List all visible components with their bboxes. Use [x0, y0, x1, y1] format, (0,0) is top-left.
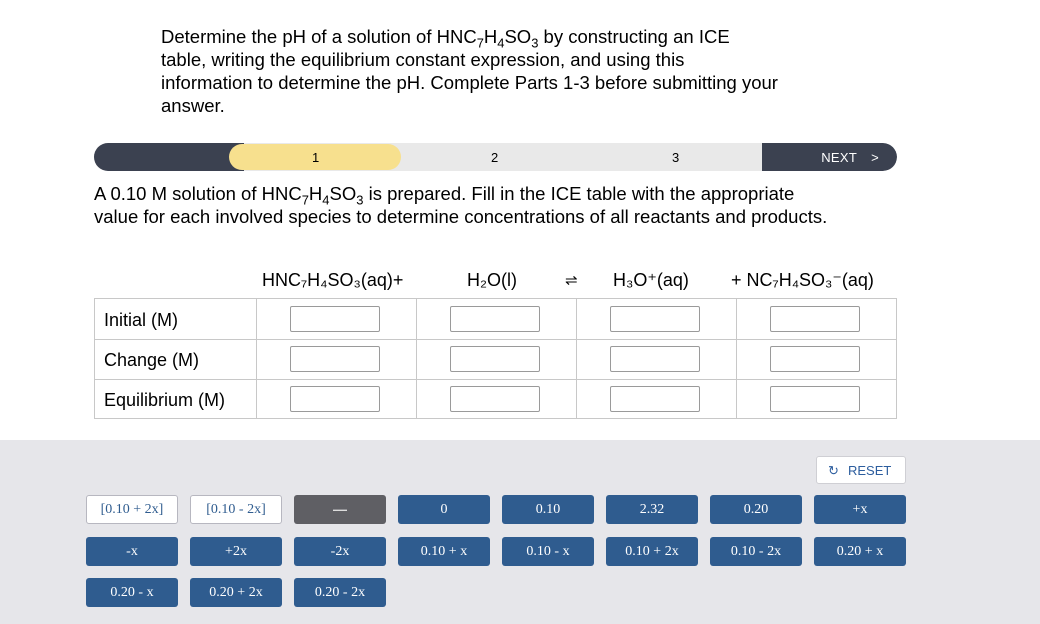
- instructions-line-2: table, writing the equilibrium constant expression, and using this: [161, 49, 685, 70]
- species-water: H₂O(l): [467, 270, 517, 290]
- species-conjugate-base: + NC₇H₄SO₃⁻(aq): [731, 270, 874, 290]
- drop-cell-initial-hydronium[interactable]: [610, 306, 700, 332]
- species-hnc7h4so3: HNC₇H₄SO₃(aq)+: [262, 270, 404, 290]
- drop-cell-change-acid[interactable]: [290, 346, 380, 372]
- row-label-initial: Initial (M): [104, 310, 179, 330]
- answer-tile[interactable]: 0.10: [502, 495, 594, 524]
- instructions-line-3: information to determine the pH. Complete Parts 1-3 before submitting your: [161, 72, 778, 93]
- answer-tile[interactable]: 0.10 - x: [502, 537, 594, 566]
- answer-tile[interactable]: -2x: [294, 537, 386, 566]
- ice-table: [94, 298, 897, 419]
- question-line-1: A 0.10 M solution of $HNC_7H_4SO_3$ is prepared. Fill in the ICE table with the appropriate: [94, 183, 795, 208]
- answer-tile[interactable]: [0.10 + 2x]: [86, 495, 178, 524]
- reset-label: RESET: [848, 463, 892, 478]
- answer-tile[interactable]: 0.20 - x: [86, 578, 178, 607]
- progress-left-cap: [94, 143, 244, 171]
- step-2-label[interactable]: 2: [491, 150, 499, 165]
- step-1-label[interactable]: 1: [312, 150, 320, 165]
- answer-tile[interactable]: 0.10 - 2x: [710, 537, 802, 566]
- chevron-right-icon: >: [871, 150, 879, 165]
- answer-tile[interactable]: 0.10 + 2x: [606, 537, 698, 566]
- answer-tile[interactable]: 0.10 + x: [398, 537, 490, 566]
- drop-cell-equilibrium-acid[interactable]: [290, 386, 380, 412]
- question-text: [94, 182, 914, 228]
- drop-cell-initial-acid[interactable]: [290, 306, 380, 332]
- drop-cell-equilibrium-hydronium[interactable]: [610, 386, 700, 412]
- question-line-2: value for each involved species to determine concentrations of all reactants and products.: [94, 206, 828, 227]
- answer-tile[interactable]: 2.32: [606, 495, 698, 524]
- answer-tile[interactable]: +2x: [190, 537, 282, 566]
- next-label: NEXT: [821, 150, 858, 165]
- answer-tile-used[interactable]: —: [294, 495, 386, 524]
- drop-cell-change-hydronium[interactable]: [610, 346, 700, 372]
- step-progress-bar: [94, 143, 897, 171]
- row-label-equilibrium: Equilibrium (M): [104, 390, 226, 410]
- instructions: [161, 25, 861, 117]
- reset-button[interactable]: [816, 456, 906, 484]
- answer-tile[interactable]: 0.20: [710, 495, 802, 524]
- instructions-line-1: Determine the pH of a solution of $HNC_7H_4SO_3$ by constructing an ICE: [161, 26, 730, 51]
- answer-tile[interactable]: 0.20 + x: [814, 537, 906, 566]
- row-label-change: Change (M): [104, 350, 200, 370]
- answer-tile[interactable]: 0.20 + 2x: [190, 578, 282, 607]
- drop-cell-initial-base[interactable]: [770, 306, 860, 332]
- next-button[interactable]: [821, 150, 879, 165]
- drop-cell-equilibrium-base[interactable]: [770, 386, 860, 412]
- reset-icon: ↻: [828, 463, 839, 478]
- drop-cell-equilibrium-water[interactable]: [450, 386, 540, 412]
- species-hydronium: H₃O⁺(aq): [613, 270, 689, 290]
- drop-cell-initial-water[interactable]: [450, 306, 540, 332]
- drop-cell-change-water[interactable]: [450, 346, 540, 372]
- equilibrium-arrow-icon: ⇌: [565, 272, 578, 289]
- answer-tile[interactable]: 0: [398, 495, 490, 524]
- drop-cell-change-base[interactable]: [770, 346, 860, 372]
- answer-tile[interactable]: 0.20 - 2x: [294, 578, 386, 607]
- answer-tile[interactable]: [0.10 - 2x]: [190, 495, 282, 524]
- instructions-line-4: answer.: [161, 95, 225, 116]
- step-3-label[interactable]: 3: [672, 150, 680, 165]
- answer-tile[interactable]: -x: [86, 537, 178, 566]
- answer-tile[interactable]: +x: [814, 495, 906, 524]
